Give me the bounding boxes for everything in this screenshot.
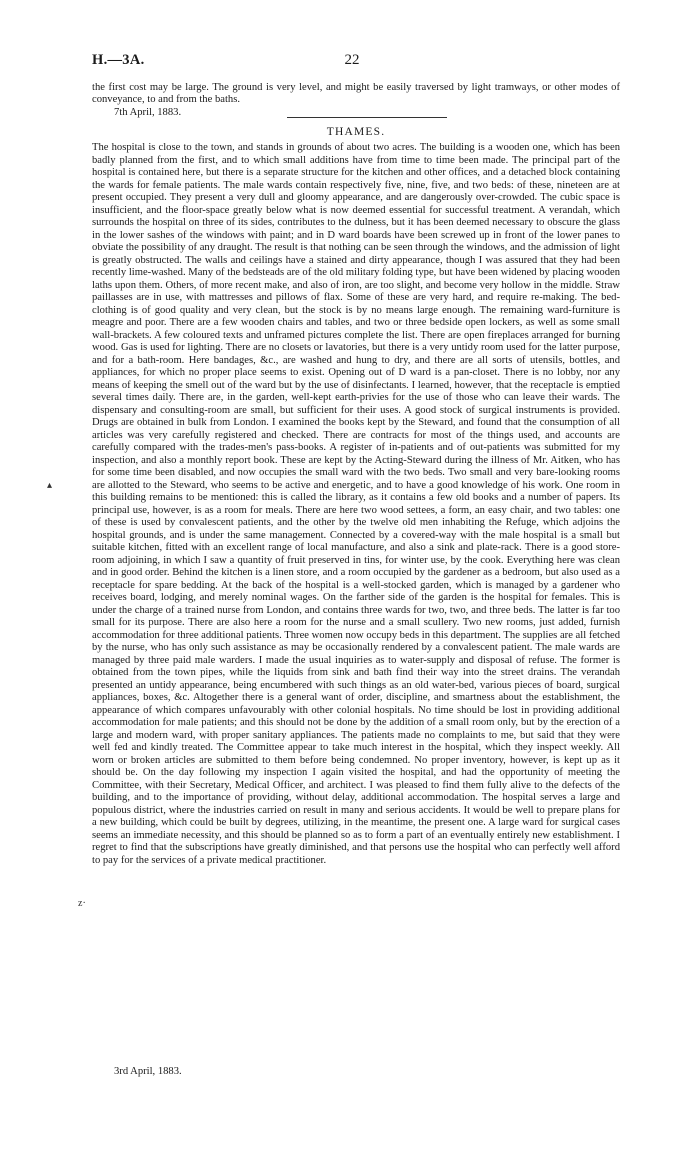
document-reference: H.—3A. xyxy=(92,52,145,68)
section-divider xyxy=(287,117,447,118)
margin-mark: z· xyxy=(78,898,86,909)
section-body xyxy=(92,142,620,867)
margin-mark: ▴ xyxy=(47,480,53,491)
body-paragraph: The hospital is close to the town, and stands in grounds of about two acres. The building is a wooden one, which has been badly planned from the first, and to which small additions have from time to time been made. The principal part of the hospital is contained here, but there is a separate structure for the kitchen and other offices, and a detached block containing the wards for female patients. The male wards contain respectively five, nine, five, and two beds: of these, nineteen are at present occupied. They present a very dull and gloomy appearance, and are dangerously over-crowded. The cubic space is insufficient, and the floor-space greatly below what is now deemed essential for successful treatment. A verandah, which surrounds the hospital on three of its sides, contributes to the dulness, but it has been deemed necessary to obscure the glass in the lower sashes of the windows with paint; and in D ward boards have been screwed up in front of the lower panes to obviate the possibility of any draught. The result is that nothing can be seen through the windows, and the admission of light is greatly obstructed. The walls and ceilings have a stained and dirty appearance, though I was assured that they had been recently lime-washed. Many of the bedsteads are of the old military folding type, but have been widened by placing wooden laths upon them. Others, of more recent make, and also of iron, are too slight, and become very hollow in the middle. Straw paillasses are in use, with mattresses and pillows of flax. Some of these are very hard, and require re-making. The bed-clothing is of good quality and very clean, but the stock is by no means large enough. The remaining ward-furniture is meagre and poor. There are a few wooden chairs and tables, and two or three bedside open lockers, as well as some small wall-brackets. A few coloured texts and unframed pictures complete the list. There are open fireplaces arranged for burning wood. Gas is used for lighting. There are no closets or lavatories, but there is a very untidy room used for the latter purpose, and for a bath-room. Here bandages, &c., are washed and hung to dry, and there are all sorts of utensils, bottles, and appliances, for which no proper place seems to exist. Opening out of D ward is a pan-closet. There is no lobby, nor any means of keeping the smell out of the ward but by the use of disinfectants. I learned, however, that the receptacle is emptied several times daily. There are, in the garden, well-kept earth-privies for the use of those who can leave their wards. The dispensary and consulting-room are small, but sufficient for their uses. A good stock of surgical instruments is provided. Drugs are obtained in bulk from London. I examined the books kept by the Steward, and found that the consumption of all articles was very carefully registered and checked. There are contracts for most of the things used, and accounts are carefully compared with the trades-men's pass-books. A register of in-patients and of out-patients was submitted for my inspection, and also a monthly report book. These are kept by the Acting-Steward during the illness of Mr. Aitken, who has for some time been disabled, and now occupies the small ward with the two beds. Two small and very bare-looking rooms are allotted to the Steward, who seems to be active and energetic, and to have a good knowledge of his work. One room in this building remains to be mentioned: this is called the library, as it contains a few old books and a number of papers. Its principal use, however, is as a room for meals. There are here two wood settees, a form, an easy chair, and two tables: one of these is used by convalescent patients, and the other by the twelve old men inhabiting the Refuge, which adjoins the hospital grounds, and is under the same management. Connected by a covered-way with the male hospital is a small but suitable kitchen, fitted with an excellent range of local manufacture, and also a sink and plate-rack. There is a good store-room adjoining, in which I saw a quantity of fruit preserved in tins, for winter use, by the cook. Everything here was clean and in good order. Behind the kitchen is a linen store, and a room occupied by the gardener as a bedroom, but also used as a receptacle for spare bedding. At the back of the hospital is a well-stocked garden, which is managed by a gardener who receives board, lodging, and merely nominal wages. On the farther side of the garden is the hospital for females. This is under the charge of a trained nurse from London, and contains three wards for two, two, and three beds. The latter is far too small for its purpose. There are also here a room for the nurse and a small scullery. Two new rooms, just added, furnish accommodation for three additional patients. Three women now occupy beds in this department. The supplies are all fetched by the nurse, who has only such assistance as may be occasionally rendered by a convalescent patient. The male wards are managed by three paid male warders. I made the usual inquiries as to water-supply and disposal of refuse. The former is obtained from the town pipes, while the liquids from sink and bath find their way into the street drains. The verandah presented an untidy appearance, being encumbered with such things as an old water-bed, various pieces of board, surgical appliances, boxes, &c. Altogether there is a general want of order, discipline, and smartness about the establishment, the appearance of which compares unfavourably with other colonial hospitals. No time should be lost in providing additional accommodation for male patients; and this should not be done by the addition of a small room only, but by the erection of a large and modern ward, with proper sanitary appliances. The patients made no complaints to me, but said that they were well fed and kindly treated. The Committee appear to take much interest in the hospital, which they inspect weekly. All worn or broken articles are submitted to them before being condemned. No proper inventory, however, is kept up as it should be. On the day following my inspection I again visited the hospital, and had the opportunity of meeting the Committee, with their Secretary, Medical Officer, and architect. I was pleased to find them fully alive to the defects of the building, and to the importance of providing, without delay, additional accommodation. The hospital serves a large and populous district, where the industries carried on result in many and serious accidents. It would be well to prepare plans for a new building, which could be built by degrees, utilizing, in the meantime, the present one. A large ward for surgical cases seems an immediate necessity, and this should be planned so as to form a part of an eventually entirely new establishment. I regret to find that the subscriptions have greatly diminished, and that persons use the hospital who can perfectly well afford to pay for the services of a private medical practitioner. xyxy=(92,142,620,866)
section-title: THAMES. xyxy=(326,126,386,138)
page-header xyxy=(92,52,612,72)
page-number: 22 xyxy=(344,52,360,68)
intro-date: 7th April, 1883. xyxy=(114,106,182,118)
intro-paragraph xyxy=(92,82,620,119)
section-date: 3rd April, 1883. xyxy=(114,1066,182,1077)
intro-text: the first cost may be large. The ground is very level, and might be easily traversed by light tramways, or other modes of conveyance, to and from the baths. xyxy=(92,82,620,106)
